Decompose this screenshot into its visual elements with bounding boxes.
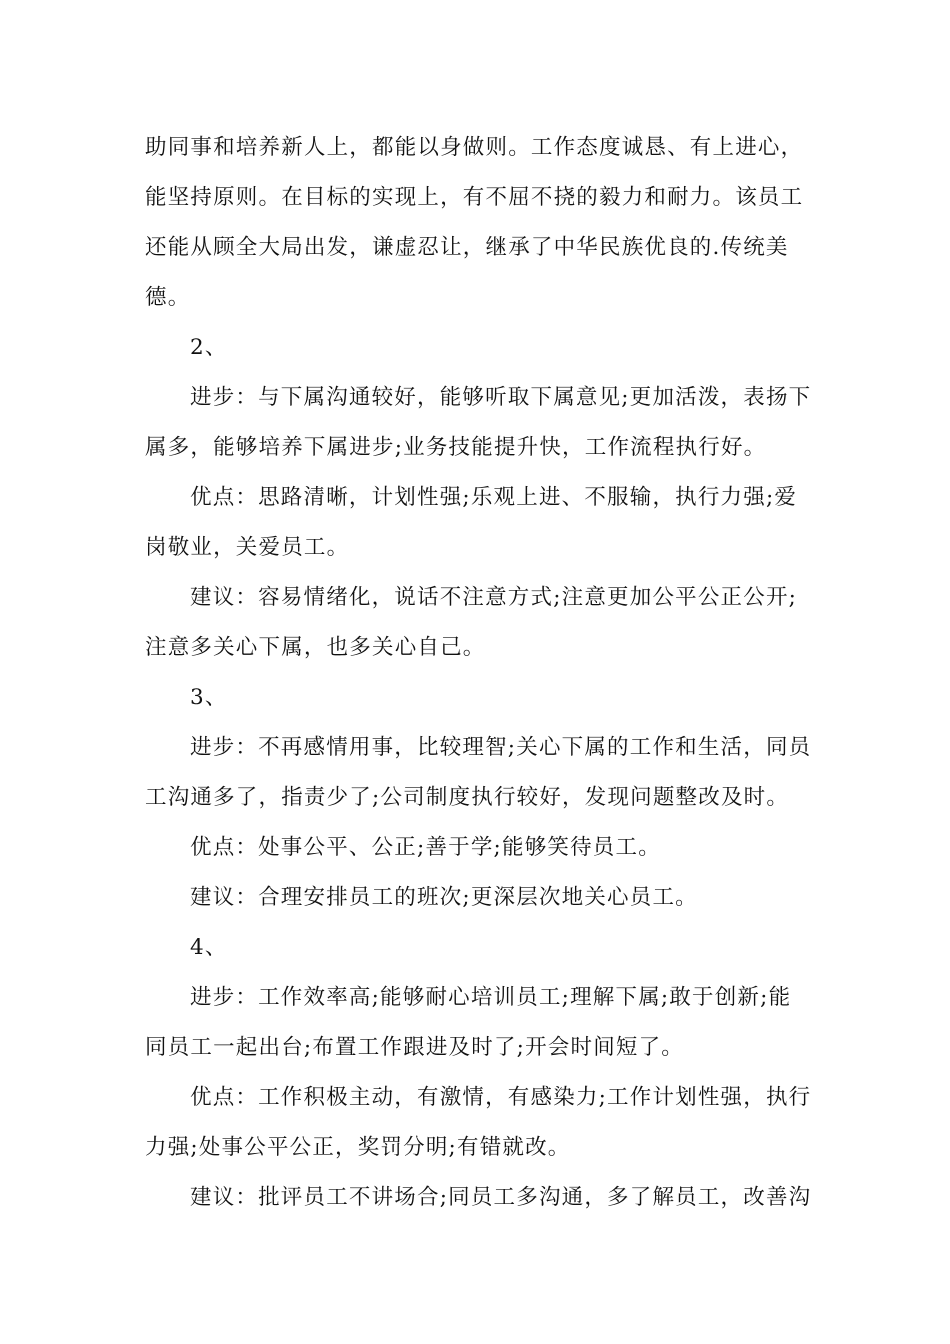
text-line: 进步：不再感情用事，比较理智;关心下属的工作和生活，同员 bbox=[190, 735, 812, 760]
text-line: 同员工一起出台;布置工作跟进及时了;开会时间短了。 bbox=[145, 1035, 684, 1060]
text-line: 进步：与下属沟通较好，能够听取下属意见;更加活泼，表扬下 bbox=[190, 385, 812, 410]
text-line: 能坚持原则。在目标的实现上，有不屈不挠的毅力和耐力。该员工 bbox=[145, 185, 804, 210]
text-line: 优点：处事公平、公正;善于学;能够笑待员工。 bbox=[190, 835, 661, 860]
text-line: 还能从顾全大局出发，谦虚忍让，继承了中华民族优良的.传统美 bbox=[145, 235, 789, 260]
section-number: 4、 bbox=[190, 935, 228, 960]
text-line: 优点：思路清晰，计划性强;乐观上进、不服输，执行力强;爱 bbox=[190, 485, 798, 510]
text-line: 德。 bbox=[145, 285, 191, 310]
text-line: 建议：批评员工不讲场合;同员工多沟通，多了解员工，改善沟 bbox=[190, 1185, 812, 1210]
text-line: 优点：工作积极主动，有激情，有感染力;工作计划性强，执行 bbox=[190, 1085, 812, 1110]
section-number: 2、 bbox=[190, 335, 228, 360]
text-line: 助同事和培养新人上，都能以身做则。工作态度诚恳、有上进心， bbox=[145, 135, 804, 160]
text-line: 属多，能够培养下属进步;业务技能提升快，工作流程执行好。 bbox=[145, 435, 767, 460]
text-line: 进步：工作效率高;能够耐心培训员工;理解下属;敢于创新;能 bbox=[190, 985, 792, 1010]
text-line: 力强;处事公平公正，奖罚分明;有错就改。 bbox=[145, 1135, 571, 1160]
text-line: 岗敬业，关爱员工。 bbox=[145, 535, 350, 560]
text-line: 工沟通多了，指责少了;公司制度执行较好，发现问题整改及时。 bbox=[145, 785, 790, 810]
text-line: 建议：容易情绪化，说话不注意方式;注意更加公平公正公开; bbox=[190, 585, 798, 610]
text-line: 建议：合理安排员工的班次;更深层次地关心员工。 bbox=[190, 885, 698, 910]
text-line: 注意多关心下属，也多关心自己。 bbox=[145, 635, 486, 660]
section-number: 3、 bbox=[190, 685, 228, 710]
